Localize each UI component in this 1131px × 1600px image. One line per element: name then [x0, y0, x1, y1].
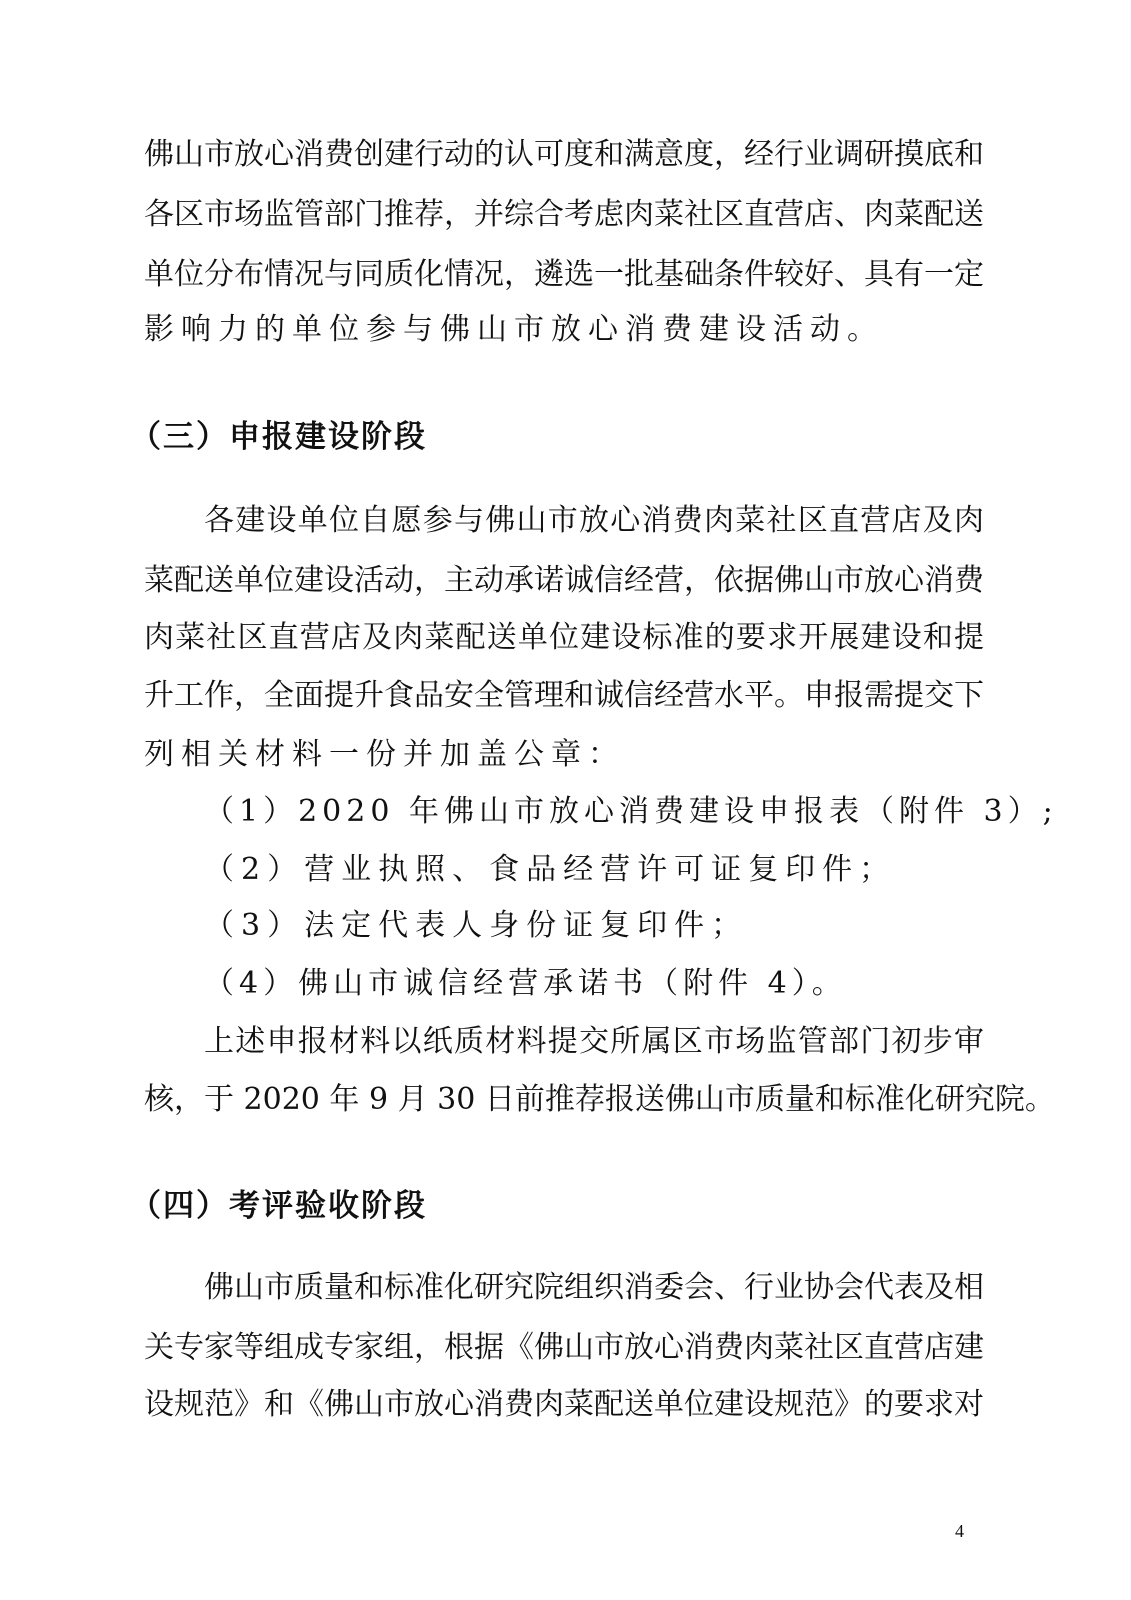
paragraph-line: 关专家等组成专家组，根据《佛山市放心消费肉菜社区直营店建 — [144, 1330, 984, 1365]
material-item: （2）营业执照、食品经营许可证复印件； — [204, 852, 897, 887]
paragraph-line: 单位分布情况与同质化情况，遴选一批基础条件较好、具有一定 — [144, 257, 984, 292]
page-number: 4 — [955, 1521, 964, 1541]
paragraph-line: 设规范》和《佛山市放心消费肉菜配送单位建设规范》的要求对 — [144, 1387, 984, 1422]
paragraph-line: 影响力的单位参与佛山市放心消费建设活动。 — [144, 312, 884, 347]
material-item: （4）佛山市诚信经营承诺书（附件 4）。 — [204, 966, 847, 1001]
paragraph-line: 佛山市放心消费创建行动的认可度和满意度，经行业调研摸底和 — [144, 137, 984, 172]
material-item: （1）2020 年佛山市放心消费建设申报表（附件 3）; — [204, 794, 1058, 829]
paragraph-line: 佛山市质量和标准化研究院组织消委会、行业协会代表及相 — [204, 1270, 984, 1305]
paragraph-line: 上述申报材料以纸质材料提交所属区市场监管部门初步审 — [204, 1024, 984, 1059]
paragraph-line: 核，于 2020 年 9 月 30 日前推荐报送佛山市质量和标准化研究院。 — [144, 1082, 1055, 1117]
paragraph-line: 菜配送单位建设活动，主动承诺诚信经营，依据佛山市放心消费 — [144, 563, 984, 598]
section-heading: （四）考评验收阶段 — [130, 1188, 427, 1224]
paragraph-line: 升工作，全面提升食品安全管理和诚信经营水平。申报需提交下 — [144, 678, 984, 713]
paragraph-line: 各区市场监管部门推荐，并综合考虑肉菜社区直营店、肉菜配送 — [144, 197, 984, 232]
section-heading: （三）申报建设阶段 — [130, 419, 427, 455]
paragraph-line: 各建设单位自愿参与佛山市放心消费肉菜社区直营店及肉 — [204, 503, 984, 538]
paragraph-line: 列相关材料一份并加盖公章： — [144, 737, 625, 772]
paragraph-line: 肉菜社区直营店及肉菜配送单位建设标准的要求开展建设和提 — [144, 620, 984, 655]
material-item: （3）法定代表人身份证复印件； — [204, 908, 749, 943]
